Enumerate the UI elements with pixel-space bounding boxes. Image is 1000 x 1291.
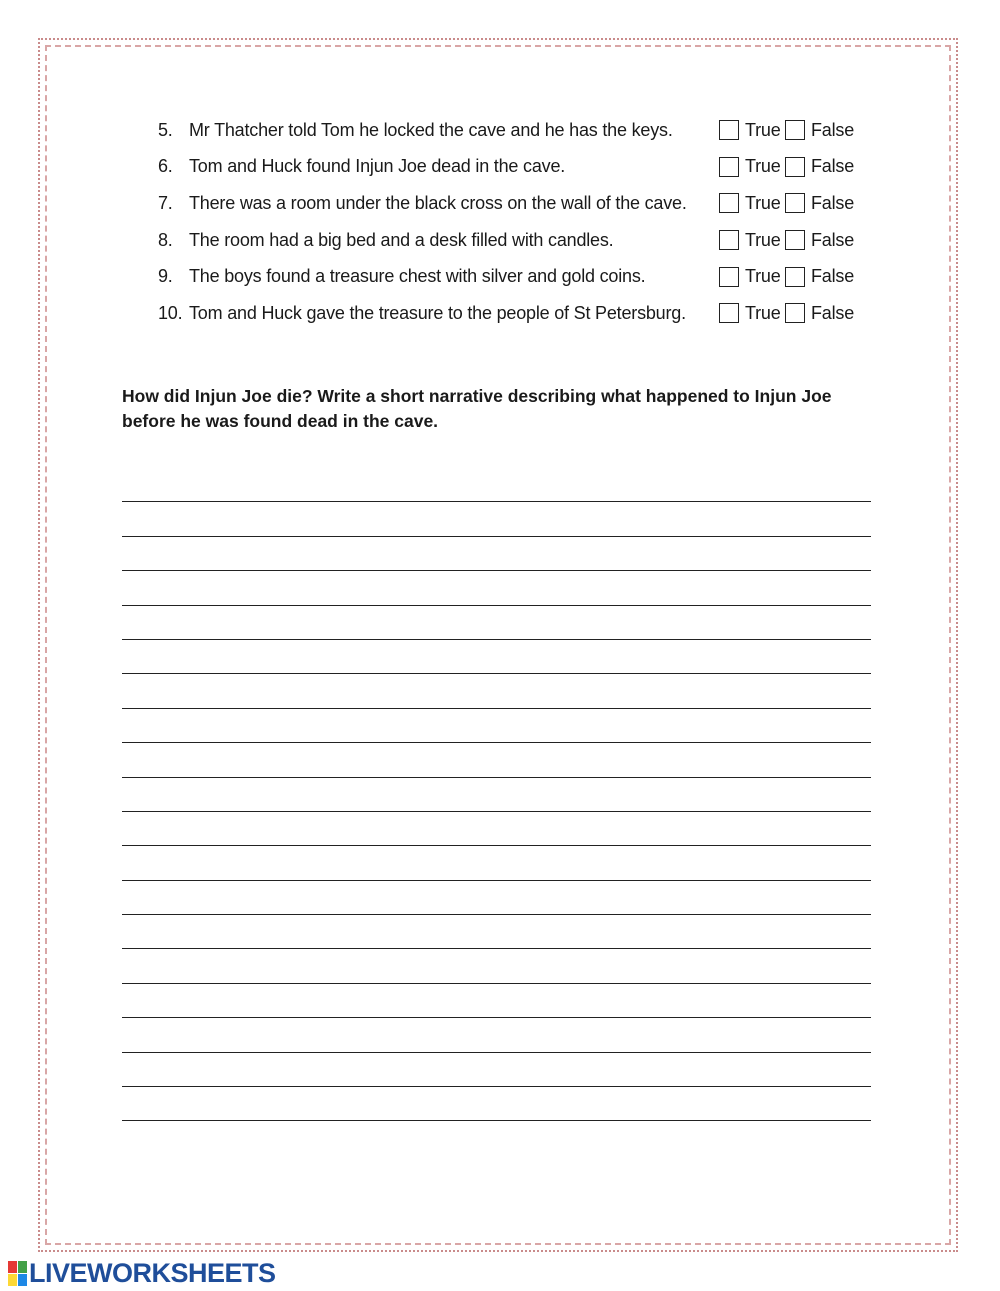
true-label: True: [745, 119, 781, 140]
question-row: [158, 258, 878, 295]
answer-line-input[interactable]: [122, 502, 871, 536]
true-label: True: [745, 302, 781, 323]
answer-options: [719, 295, 854, 332]
answer-options: [719, 185, 854, 222]
question-number: 10.: [158, 302, 183, 323]
false-checkbox[interactable]: [785, 267, 805, 287]
true-checkbox[interactable]: [719, 267, 739, 287]
question-row: [158, 112, 878, 149]
answer-options: [719, 112, 854, 149]
answer-line-input[interactable]: [122, 984, 871, 1018]
narrative-prompt: [122, 384, 852, 434]
answer-line-input[interactable]: [122, 468, 871, 502]
answer-line-input[interactable]: [122, 674, 871, 708]
false-label: False: [811, 192, 855, 213]
question-text: There was a room under the black cross on the wall of the cave.: [189, 192, 687, 213]
false-checkbox[interactable]: [785, 120, 805, 140]
logo-blocks-icon: [8, 1261, 26, 1285]
answer-line-input[interactable]: [122, 537, 871, 571]
narrative-answer-area: [122, 468, 871, 1121]
answer-options: [719, 258, 854, 295]
false-label: False: [811, 266, 855, 287]
question-number: 9.: [158, 266, 173, 287]
true-checkbox[interactable]: [719, 303, 739, 323]
prompt-line: before he was found dead in the cave.: [122, 411, 439, 431]
question-text: Tom and Huck gave the treasure to the people of St Petersburg.: [189, 302, 686, 323]
answer-line-input[interactable]: [122, 606, 871, 640]
question-text: The boys found a treasure chest with silver and gold coins.: [189, 266, 646, 287]
true-false-list: [158, 112, 878, 332]
true-checkbox[interactable]: [719, 120, 739, 140]
prompt-line: How did Injun Joe die? Write a short narrative describing what happened to Injun Joe: [122, 386, 832, 406]
false-label: False: [811, 156, 855, 177]
answer-line-input[interactable]: [122, 812, 871, 846]
answer-line-input[interactable]: [122, 949, 871, 983]
answer-line-input[interactable]: [122, 1018, 871, 1052]
question-number: 8.: [158, 229, 173, 250]
answer-line-input[interactable]: [122, 881, 871, 915]
answer-line-input[interactable]: [122, 640, 871, 674]
logo-text: LIVEWORKSHEETS: [29, 1257, 276, 1288]
false-label: False: [811, 119, 855, 140]
question-row: [158, 185, 878, 222]
question-number: 6.: [158, 156, 173, 177]
false-checkbox[interactable]: [785, 303, 805, 323]
true-checkbox[interactable]: [719, 157, 739, 177]
question-number: 7.: [158, 192, 173, 213]
true-label: True: [745, 266, 781, 287]
answer-line-input[interactable]: [122, 743, 871, 777]
answer-line-input[interactable]: [122, 709, 871, 743]
true-checkbox[interactable]: [719, 230, 739, 250]
question-text: The room had a big bed and a desk filled with candles.: [189, 229, 614, 250]
question-text: Mr Thatcher told Tom he locked the cave and he has the keys.: [189, 119, 673, 140]
false-label: False: [811, 229, 855, 250]
true-label: True: [745, 156, 781, 177]
answer-line-input[interactable]: [122, 846, 871, 880]
answer-line-input[interactable]: [122, 571, 871, 605]
true-label: True: [745, 229, 781, 250]
true-label: True: [745, 192, 781, 213]
false-checkbox[interactable]: [785, 193, 805, 213]
answer-options: [719, 222, 854, 259]
answer-line-input[interactable]: [122, 915, 871, 949]
false-checkbox[interactable]: [785, 230, 805, 250]
true-checkbox[interactable]: [719, 193, 739, 213]
question-text: Tom and Huck found Injun Joe dead in the cave.: [189, 156, 566, 177]
liveworksheets-logo: [8, 1256, 276, 1290]
false-label: False: [811, 302, 855, 323]
false-checkbox[interactable]: [785, 157, 805, 177]
question-row: [158, 149, 878, 186]
question-row: [158, 295, 878, 332]
question-number: 5.: [158, 119, 173, 140]
question-row: [158, 222, 878, 259]
answer-line-input[interactable]: [122, 1053, 871, 1087]
answer-line-input[interactable]: [122, 778, 871, 812]
answer-line-input[interactable]: [122, 1087, 871, 1121]
answer-options: [719, 149, 854, 186]
